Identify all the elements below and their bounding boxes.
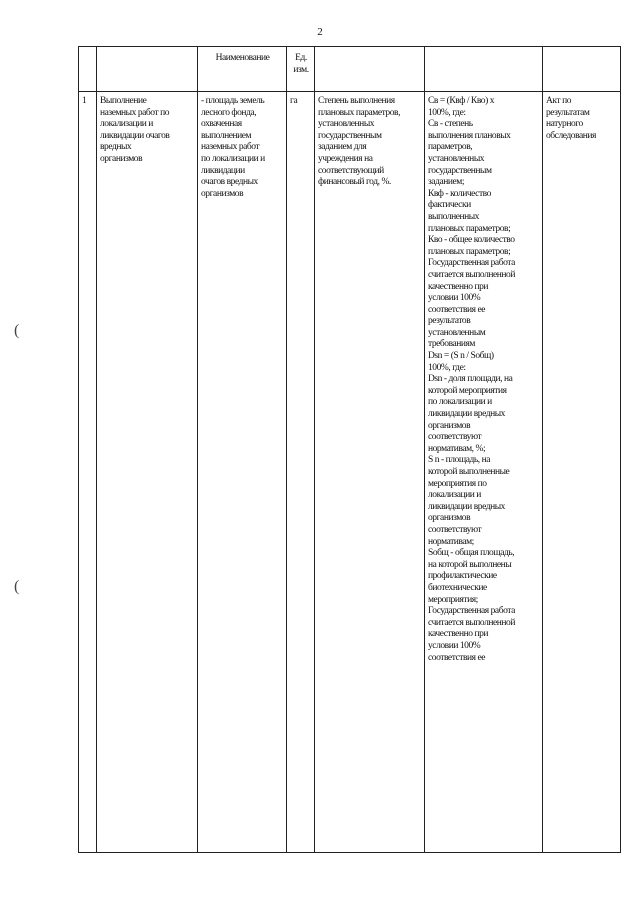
- header-cell-name: Наименование: [198, 47, 287, 92]
- table-header-row: [79, 47, 621, 92]
- header-cell-unit: Ед. изм.: [287, 47, 315, 92]
- binding-hole-mark: (: [14, 578, 20, 595]
- header-cell-description: [315, 47, 425, 92]
- binding-hole-mark: (: [14, 322, 20, 339]
- header-cell-work: [97, 47, 198, 92]
- table-row: [79, 92, 621, 853]
- header-cell-formula: [425, 47, 543, 92]
- work-name-cell: Выполнение наземных работ по локализации и ликвидации очагов вредных организмов: [97, 92, 198, 853]
- description-cell: Степень выполнения плановых параметров, установленных государственным заданием для учреждения на соответствующий финансовый год, %.: [315, 92, 425, 853]
- row-number-cell: 1: [79, 92, 97, 853]
- header-cell-number: [79, 47, 97, 92]
- formula-cell: Св = (Квф / Кво) х 100%, где: Св - степень выполнения плановых параметров, установленных государственным заданием; Квф - количество фактически выполненных плановых параметров; Кво - общее количество плановых параметров; Государственная работа считается выполненной качественно при условии 100% соответствия ее результатов установленным требованиям Dsn = (S n / Sобщ) 100%, где: Dsn - доля площади, на которой мероприятия по локализации и ликвидации вредных организмов соответствуют нормативам, %; S n - площадь, на которой выполненные мероприятия по локализации и ликвидации вредных организмов соответствуют нормативам; Sобщ - общая площадь, на которой выполнены профилактические биотехнические мероприятия; Государственная работа считается выполненной качественно при условии 100% соответствия ее: [425, 92, 543, 853]
- indicator-name-cell: - площадь земель лесного фонда, охваченная выполнением наземных работ по локализации и ликвидации очагов вредных организмов: [198, 92, 287, 853]
- header-cell-source: [543, 47, 621, 92]
- unit-cell: га: [287, 92, 315, 853]
- page-number: 2: [317, 26, 323, 38]
- source-cell: Акт по результатам натурного обследования: [543, 92, 621, 853]
- criteria-table: [78, 46, 621, 853]
